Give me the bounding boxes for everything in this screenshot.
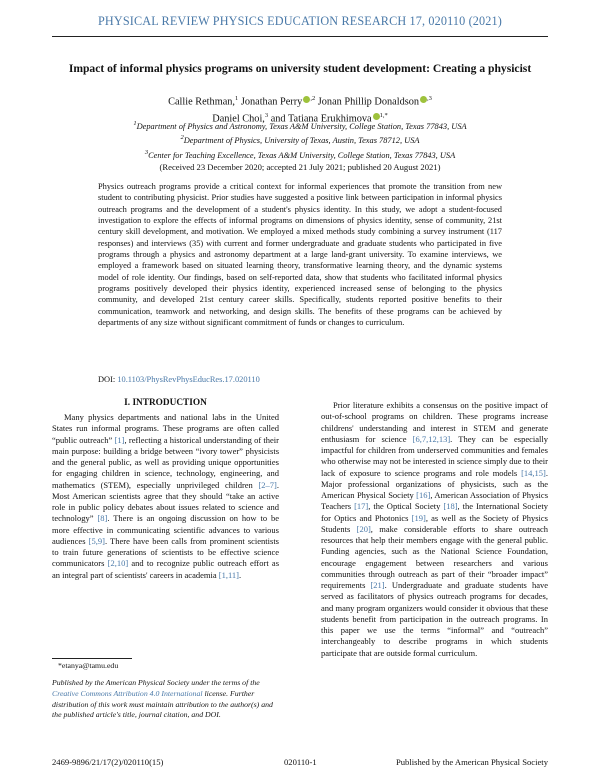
right-column: [321, 400, 548, 659]
author-name: Jonan Phillip Donaldson: [315, 96, 420, 108]
running-head: PHYSICAL REVIEW PHYSICS EDUCATION RESEARCH 17, 020110 (2021): [98, 14, 502, 28]
author-line-1: [40, 92, 560, 109]
section-heading: I. INTRODUCTION: [124, 398, 207, 408]
citation-link[interactable]: [14,15]: [521, 467, 546, 478]
body-text: . Major professional organizations of physicists, such as the American Physical Society: [321, 467, 548, 500]
license-link[interactable]: Creative Commons Attribution 4.0 International: [52, 688, 203, 698]
doi-line: [98, 375, 260, 384]
author-affil-sup: ,2: [310, 95, 316, 102]
citation-link[interactable]: [2–7]: [258, 479, 277, 490]
orcid-icon[interactable]: [420, 96, 427, 103]
doi-label: DOI:: [98, 375, 118, 384]
affiliation-sup: 1: [133, 120, 137, 127]
body-text: Many physics departments and national labs in the United States run informal programs. These programs are often called “public outreach”: [52, 412, 279, 445]
author-affil-sup: ,3: [427, 95, 432, 102]
body-text: , the International Society for Optics and Photonics: [321, 501, 549, 523]
body-text: , as well as the Society of Physics Students: [321, 512, 548, 534]
affiliation-sup: 2: [180, 134, 184, 142]
citation-link[interactable]: [18]: [443, 501, 458, 512]
body-text: . They can be especially impactful for children from underserved communities and females who otherwise may not be interested in science simply due to their lack of exposure to science programs and role models: [321, 433, 548, 478]
body-text: , the Optical Society: [368, 501, 444, 512]
body-text: Prior literature exhibits a consensus on the positive impact of out-of-school programs on children. These programs increase childrens' understanding and interest in STEM and generate enthusiasm for science: [321, 400, 548, 444]
body-text: .: [238, 569, 242, 580]
paper-title: Impact of informal physics programs on university student development: Creating a physicist: [68, 62, 532, 75]
body-text: . Most American scientists agree that they should “take an active role in public policy debates about issues related to science and technology”: [52, 479, 279, 524]
license-footnote: [52, 678, 279, 721]
received-dates: (Received 23 December 2020; accepted 21 July 2021; published 20 August 2021): [159, 162, 441, 172]
affiliation: [40, 147, 560, 161]
body-text: . There have been calls from prominent scientists to train future generations of scientists to be effective science communicators: [52, 535, 279, 569]
affiliation: [40, 118, 560, 132]
footer-publisher: Published by the American Physical Society: [395, 757, 548, 767]
header-rule: [52, 36, 548, 37]
affiliation-text: Department of Physics and Astronomy, Texas A&M University, College Station, Texas 77843, USA: [136, 121, 467, 131]
citation-link[interactable]: [19]: [411, 512, 426, 523]
citation-link[interactable]: [17]: [354, 501, 369, 512]
body-paragraph: [52, 412, 279, 581]
body-text: . There is an ongoing discussion on how to be more effective in communicating scientific advances to various audiences: [52, 513, 279, 546]
body-text: . Undergraduate and graduate students have served as facilitators of physics outreach programs for decades, and many program organizers would consider it obvious that these students benefit from participation in the outreach programs. In this paper we use the terms “informal” and “outreach” interchangeably to describe programs in which students participate that are outside formal curriculum.: [321, 580, 548, 658]
body-text: , American Association of Physics Teachers: [321, 490, 549, 512]
license-text: Published by the American Physical Society under the terms of the: [52, 678, 260, 687]
citation-link[interactable]: [20]: [356, 523, 371, 534]
citation-link[interactable]: [21]: [370, 580, 385, 590]
license-text: license. Further distribution of this work must maintain attribution to the author(s) and the published article's title, journal citation, and DOI.: [52, 688, 273, 720]
citation-link[interactable]: [2,10]: [107, 558, 129, 569]
left-column: [52, 412, 279, 581]
affiliation-text: Center for Teaching Excellence, Texas A&M University, College Station, Texas 77843, USA: [148, 150, 456, 160]
doi-link[interactable]: 10.1103/PhysRevPhysEducRes.17.020110: [117, 375, 260, 384]
author-affil-sup: 1: [235, 95, 239, 102]
author-name: Daniel Choi,: [212, 113, 265, 125]
affiliation-list: [40, 118, 560, 161]
body-text: , make considerable efforts to share outreach resources that help their members engage with the general public. Funding agencies, such as the National Science Foundation, encourage engagement between researchers and various communities through outreach as part of their “broader impact” requirements: [321, 523, 549, 590]
author-name: and Tatiana Erukhimova: [268, 113, 372, 125]
affiliation-text: Department of Physics, University of Texas, Austin, Texas 78712, USA: [183, 136, 420, 146]
citation-link[interactable]: [1]: [114, 434, 125, 445]
footnote-email[interactable]: *etanya@tamu.edu: [58, 661, 119, 670]
affiliation-sup: 3: [144, 148, 149, 156]
affiliation: [40, 132, 560, 146]
body-text: and to recognize public outreach effort as an integral part of scientists' careers in academia: [52, 558, 279, 580]
footer-page-number: 020110-1: [284, 757, 317, 767]
footnote-rule: [52, 658, 132, 659]
author-name: Jonathan Perry: [238, 96, 303, 108]
citation-link[interactable]: [5,9]: [88, 535, 105, 546]
footer-issn: 2469-9896/21/17(2)/020110(15): [52, 757, 164, 767]
author-affil-sup: 3: [264, 111, 269, 119]
citation-link[interactable]: [1,11]: [218, 569, 239, 580]
body-paragraph: [321, 400, 548, 659]
abstract: Physics outreach programs provide a critical context for informal experiences that promote the transition from new student to contributing physicist. Prior studies have suggested a positive link between participation in informal physics outreach programs and the development of a student's physics identity. In this study, we adopt a student-focused investigation to explore the effects of informal programs on dimensions of physics identity, sense of community, 21st century skill development, and motivation. We employed a mixed methods study combining a survey instrument (117 responses) and interviews (35) with current and former undergraduate and graduate students who participated in five programs through a physics and astronomy department at a large land-grant university. To examine interviews, we employed a framework based on situated learning theory, transformative learning theory, and the dynamic systems model of role identity. Our findings, based on self-reported data, show that students who facilitated informal physics programs positively developed their physics identity, experienced increased sense of belonging to the physics community, and developed 21st century career skills. Specifically, students reported positive benefits to their communication, teamwork and networking, and design skills. The benefits of these programs can be achieved by departments of any size without significant commitment of funds or changes to curriculum.: [98, 182, 502, 328]
citation-link[interactable]: [8]: [97, 513, 108, 524]
author-affil-sup: 1,*: [379, 111, 388, 119]
author-name: Callie Rethman,: [168, 96, 235, 108]
body-text: , reflecting a historical understanding of their main purpose: building a bridge between “ivory tower” physicists and the general public, as well as providing unique opportunities for engaging children in science, technology, engineering, and mathematics (STEM), especially unprivileged children: [52, 434, 280, 490]
citation-link[interactable]: [6,7,12,13]: [412, 433, 451, 444]
citation-link[interactable]: [16]: [416, 490, 431, 500]
